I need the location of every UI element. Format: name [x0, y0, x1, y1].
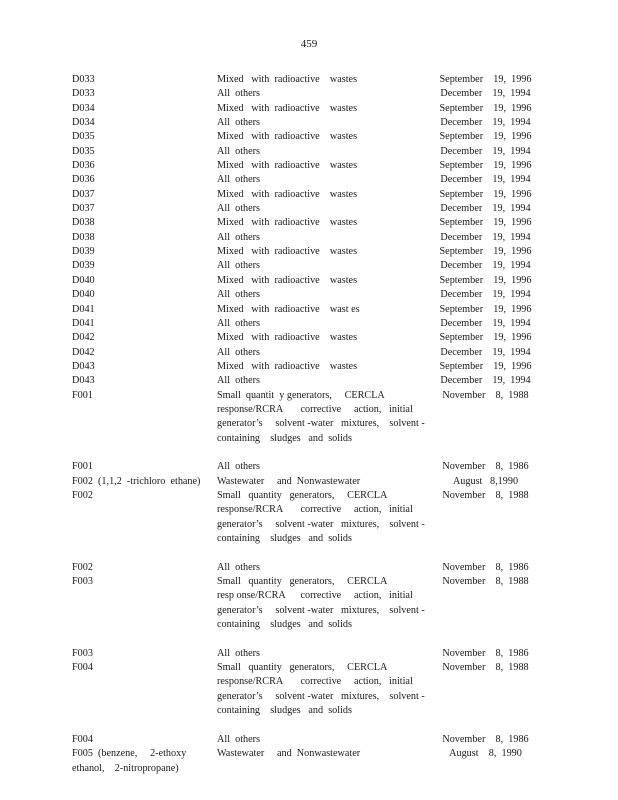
- table-row: [72, 216, 542, 230]
- effective-date-cell: November 8, 1986: [442, 561, 529, 573]
- waste-code-cell: D033: [72, 74, 95, 85]
- description-cell: Mixed with radioactive wastes: [217, 360, 358, 372]
- description-cell: Mixed with radioactive wastes: [217, 246, 358, 258]
- table-row: [72, 173, 542, 187]
- waste-code-cell: D035: [72, 131, 95, 143]
- table-row: [72, 130, 542, 144]
- description-cell: All others: [217, 647, 261, 659]
- effective-date-cell: November 8, 1988: [442, 662, 529, 674]
- description-cell: All others: [217, 145, 261, 157]
- waste-code-cell: D035: [72, 145, 95, 157]
- effective-date-cell: December 19, 1994: [440, 145, 531, 157]
- table-row: [72, 288, 542, 302]
- effective-date-cell: September 19, 1996: [439, 332, 532, 344]
- description-cell: All others: [217, 561, 261, 573]
- waste-code-cell: D039: [72, 246, 95, 258]
- effective-date-cell: August 8,1990: [452, 475, 519, 487]
- effective-date-cell: December 19, 1994: [440, 289, 531, 301]
- page-number: 459: [300, 38, 318, 50]
- table-row: [72, 102, 542, 116]
- effective-date-cell: December 19, 1994: [440, 260, 531, 272]
- table-row: [72, 116, 542, 130]
- table-row: [72, 460, 542, 474]
- waste-code-cell: D042: [72, 332, 95, 344]
- description-cell: Mixed with radioactive wastes: [217, 102, 358, 114]
- effective-date-cell: December 19, 1994: [440, 346, 531, 358]
- waste-code-cell: D043: [72, 360, 95, 372]
- table-row: [72, 346, 542, 360]
- waste-code-cell: D034: [72, 102, 95, 114]
- table-row: [72, 389, 542, 461]
- effective-date-cell: December 19, 1994: [440, 317, 531, 329]
- table-row: [72, 561, 542, 575]
- table-row: [72, 747, 542, 776]
- effective-date-cell: November 8, 1988: [442, 389, 529, 401]
- effective-date-cell: December 19, 1994: [440, 174, 531, 186]
- waste-code-cell: F002: [72, 489, 93, 501]
- description-cell: All others: [217, 117, 261, 129]
- waste-code-cell: D042: [72, 346, 95, 358]
- description-cell: Mixed with radioactive wastes: [217, 131, 358, 143]
- table-row: [72, 87, 542, 101]
- table-row: [72, 733, 542, 747]
- effective-date-cell: September 19, 1996: [439, 303, 532, 315]
- waste-code-cell: D034: [72, 117, 95, 129]
- table-row: [72, 159, 542, 173]
- waste-code-cell: D040: [72, 274, 95, 286]
- waste-code-cell: F004: [72, 662, 93, 674]
- effective-date-cell: September 19, 1996: [439, 217, 532, 229]
- table-row: [72, 374, 542, 388]
- table-body: [72, 73, 542, 776]
- waste-code-cell: F003: [72, 576, 93, 588]
- description-cell: Mixed with radioactive wastes: [217, 332, 358, 344]
- table-row: [72, 647, 542, 661]
- description-cell: All others: [217, 174, 261, 186]
- table-row: [72, 231, 542, 245]
- table-row: [72, 475, 542, 489]
- table-row: [72, 188, 542, 202]
- description-cell: Mixed with radioactive wastes: [217, 188, 358, 200]
- waste-code-cell: D041: [72, 317, 95, 329]
- waste-code-table: [72, 73, 542, 776]
- waste-code-cell: F002: [72, 561, 93, 573]
- description-cell: All others: [217, 289, 261, 301]
- effective-date-cell: November 8, 1988: [442, 576, 529, 588]
- table-row: [72, 145, 542, 159]
- table-row: [72, 575, 542, 647]
- waste-code-cell: D039: [72, 260, 95, 272]
- effective-date-cell: September 19, 1996: [439, 74, 532, 85]
- waste-code-cell: D036: [72, 174, 95, 186]
- effective-date-cell: December 19, 1994: [440, 117, 531, 129]
- effective-date-cell: September 19, 1996: [439, 274, 532, 286]
- effective-date-cell: September 19, 1996: [439, 246, 532, 258]
- description-cell: Small quantity generators, CERCLA response/RCRA corrective action, initial generator’s solvent -water mixtures, solvent - containing sludges and solids: [217, 662, 425, 717]
- waste-code-cell: D036: [72, 160, 95, 172]
- description-cell: Small quantity generators, CERCLA response/RCRA corrective action, initial generator’s solvent -water mixtures, solvent - containing sludges and solids: [217, 489, 425, 544]
- description-cell: All others: [217, 88, 261, 100]
- description-cell: All others: [217, 231, 261, 243]
- waste-code-cell: D038: [72, 217, 95, 229]
- effective-date-cell: December 19, 1994: [440, 375, 531, 387]
- description-cell: Wastewater and Nonwastewater: [217, 748, 361, 760]
- waste-code-cell: F002 (1,1,2 -trichloro ethane): [72, 475, 201, 487]
- description-cell: Small quantity generators, CERCLA resp onse/RCRA corrective action, initial generator’s solvent -water mixtures, solvent - containing sludges and solids: [217, 576, 425, 631]
- table-row: [72, 245, 542, 259]
- waste-code-cell: D040: [72, 289, 95, 301]
- waste-code-cell: F001: [72, 461, 93, 473]
- waste-code-cell: D037: [72, 188, 95, 200]
- description-cell: All others: [217, 260, 261, 272]
- description-cell: All others: [217, 375, 261, 387]
- table-row: [72, 489, 542, 561]
- effective-date-cell: November 8, 1986: [442, 461, 529, 473]
- table-row: [72, 202, 542, 216]
- description-cell: Mixed with radioactive wastes: [217, 217, 358, 229]
- table-row: [72, 73, 542, 87]
- effective-date-cell: December 19, 1994: [440, 231, 531, 243]
- description-cell: Mixed with radioactive wastes: [217, 274, 358, 286]
- waste-code-cell: F001: [72, 389, 93, 401]
- effective-date-cell: August 8, 1990: [449, 748, 522, 760]
- waste-code-cell: D038: [72, 231, 95, 243]
- description-cell: All others: [217, 733, 261, 745]
- effective-date-cell: November 8, 1986: [442, 647, 529, 659]
- waste-code-cell: D043: [72, 375, 95, 387]
- table-row: [72, 303, 542, 317]
- table-row: [72, 317, 542, 331]
- table-row: [72, 331, 542, 345]
- effective-date-cell: November 8, 1986: [442, 733, 529, 745]
- effective-date-cell: November 8, 1988: [442, 489, 529, 501]
- waste-code-cell: D033: [72, 88, 95, 100]
- waste-code-cell: D041: [72, 303, 95, 315]
- effective-date-cell: September 19, 1996: [439, 102, 532, 114]
- effective-date-cell: September 19, 1996: [439, 160, 532, 172]
- description-cell: Small quantit y generators, CERCLA response/RCRA corrective action, initial generator’s solvent -water mixtures, solvent - containing sludges and solids: [217, 389, 425, 444]
- effective-date-cell: December 19, 1994: [440, 88, 531, 100]
- description-cell: All others: [217, 203, 261, 215]
- table-row: [72, 360, 542, 374]
- description-cell: All others: [217, 461, 261, 473]
- effective-date-cell: September 19, 1996: [439, 131, 532, 143]
- effective-date-cell: December 19, 1994: [440, 203, 531, 215]
- waste-code-cell: F004: [72, 733, 93, 745]
- effective-date-cell: September 19, 1996: [439, 188, 532, 200]
- description-cell: Mixed with radioactive wast es: [217, 303, 360, 315]
- table-row: [72, 274, 542, 288]
- table-row: [72, 661, 542, 733]
- description-cell: All others: [217, 317, 261, 329]
- waste-code-cell: D037: [72, 203, 95, 215]
- waste-code-cell: F003: [72, 647, 93, 659]
- table-row: [72, 259, 542, 273]
- effective-date-cell: September 19, 1996: [439, 360, 532, 372]
- description-cell: Wastewater and Nonwastewater: [217, 475, 361, 487]
- description-cell: All others: [217, 346, 261, 358]
- waste-code-cell: F005 (benzene, 2-ethoxy ethanol, 2-nitropropane): [72, 748, 187, 774]
- description-cell: Mixed with radioactive wastes: [217, 160, 358, 172]
- description-cell: Mixed with radioactive wastes: [217, 74, 358, 85]
